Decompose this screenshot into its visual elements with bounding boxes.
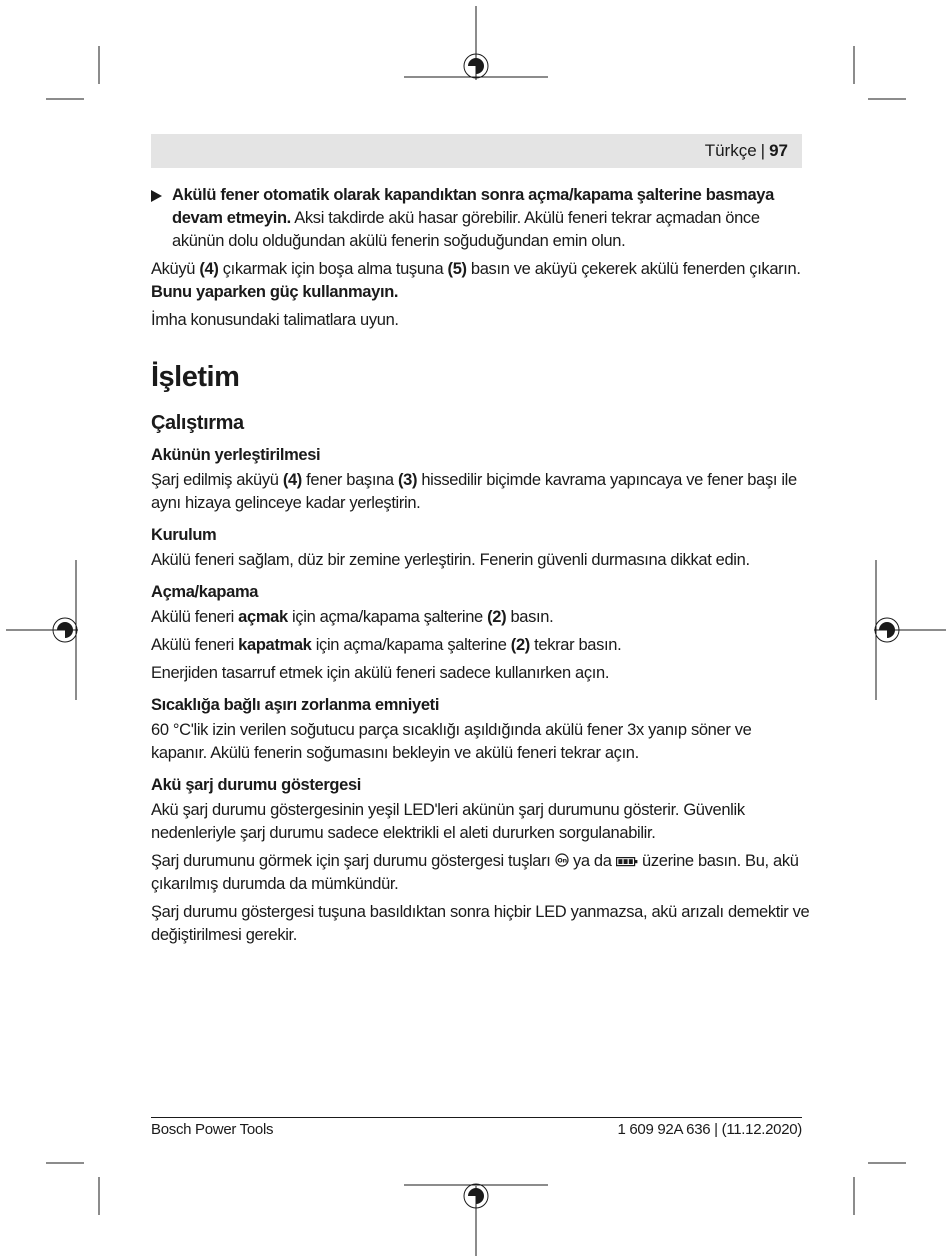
ref-4: (4)	[199, 260, 219, 278]
warning-triangle-icon	[151, 190, 162, 202]
text-run: fener başına	[301, 471, 398, 489]
overheat-section	[151, 694, 811, 765]
battery-icon	[616, 856, 638, 867]
text-run: basın ve aküyü çekerek akülü fenerden çıkarın.	[466, 260, 801, 278]
text-run: Aküyü	[151, 260, 200, 278]
text-run: basın.	[506, 608, 554, 626]
text-run: için açma/kapama şalterine	[287, 608, 488, 626]
switch-off-paragraph	[151, 634, 811, 657]
ref-2: (2)	[510, 636, 530, 654]
overheat-heading: Sıcaklığa bağlı aşırı zorlanma emniyeti	[151, 696, 440, 714]
text-run: Akülü feneri	[151, 636, 239, 654]
page-header	[151, 134, 802, 168]
on-off-section	[151, 581, 811, 685]
header-language: Türkçe	[704, 141, 757, 160]
ref-5: (5)	[447, 260, 467, 278]
charge-indicator-paragraph-3: Şarj durumu göstergesi tuşuna basıldıktan sonra hiçbir LED yanmazsa, akü arızalı demektir ve değiştirilmesi gerekir.	[151, 903, 810, 944]
charge-indicator-heading: Akü şarj durumu göstergesi	[151, 776, 362, 794]
warning-bold: Akülü fener otomatik olarak kapandıktan sonra açma/kapama şalterine basmaya devam etmeyin.	[172, 186, 774, 227]
header-separator: |	[760, 141, 766, 160]
text-run: için açma/kapama şalterine	[311, 636, 511, 654]
text-run: Şarj durumunu görmek için şarj durumu göstergesi tuşları	[151, 852, 555, 870]
overheat-paragraph: 60 °C'lik izin verilen soğutucu parça sıcaklığı aşıldığında akülü fener 3x yanıp söner ve kapanır. Akülü fenerin soğumasını bekleyin ve akülü feneri tekrar açın.	[151, 721, 752, 762]
bold-term: açmak	[238, 608, 288, 626]
battery-removal-paragraph	[151, 258, 811, 304]
text-run: üzerine basın. Bu, akü çıkarılmış durumda da mümkündür.	[151, 852, 799, 893]
ref-2: (2)	[487, 608, 507, 626]
text-run: ya da	[568, 852, 616, 870]
charge-indicator-paragraph-1: Akü şarj durumu göstergesinin yeşil LED'leri akünün şarj durumunu gösterir. Güvenlik nedenleriyle şarj durumu sadece elektrikli el aleti dururken sorgulanabilir.	[151, 801, 745, 842]
footer-document-id: 1 609 92A 636 | (11.12.2020)	[617, 1121, 802, 1138]
bold-warning: Bunu yaparken güç kullanmayın.	[151, 283, 399, 301]
text-run: hissedilir biçimde kavrama yapıncaya ve fener başı ile aynı hizaya gelinceye kadar yerleştirin.	[151, 471, 797, 512]
charge-indicator-paragraph-2	[151, 850, 811, 896]
energy-paragraph: Enerjiden tasarruf etmek için akülü feneri sadece kullanırken açın.	[151, 664, 610, 682]
section-title: İşletim	[151, 361, 240, 393]
page-number: 97	[769, 141, 788, 160]
page-content	[151, 184, 811, 956]
text-run: çıkarmak için boşa alma tuşuna	[218, 260, 448, 278]
on-button-icon	[555, 853, 569, 867]
subsection-title: Çalıştırma	[151, 412, 244, 434]
ref-4: (4)	[282, 471, 302, 489]
footer-brand: Bosch Power Tools	[151, 1121, 274, 1138]
charge-indicator-section	[151, 774, 811, 947]
warning-text: Aksi takdirde akü hasar görebilir. Akülü feneri tekrar açmadan önce akünün dolu olduğundan akülü fenerin soğuduğundan emin olun.	[172, 209, 760, 250]
insert-battery-section	[151, 444, 811, 515]
insert-battery-heading: Akünün yerleştirilmesi	[151, 446, 321, 464]
on-off-heading: Açma/kapama	[151, 583, 259, 601]
disposal-paragraph: İmha konusundaki talimatlara uyun.	[151, 311, 399, 329]
insert-battery-paragraph	[151, 469, 811, 515]
text-run: Şarj edilmiş aküyü	[151, 471, 283, 489]
setup-section	[151, 524, 811, 572]
text-run: tekrar basın.	[529, 636, 622, 654]
warning-note	[151, 184, 811, 253]
ref-3: (3)	[397, 471, 418, 489]
svg-text:On: On	[557, 856, 567, 865]
bold-term: kapatmak	[238, 636, 312, 654]
text-run: Akülü feneri	[151, 608, 239, 626]
switch-on-paragraph	[151, 606, 811, 629]
page-footer	[151, 1117, 802, 1138]
setup-paragraph: Akülü feneri sağlam, düz bir zemine yerleştirin. Fenerin güvenli durmasına dikkat edin.	[151, 551, 750, 569]
setup-heading: Kurulum	[151, 526, 217, 544]
